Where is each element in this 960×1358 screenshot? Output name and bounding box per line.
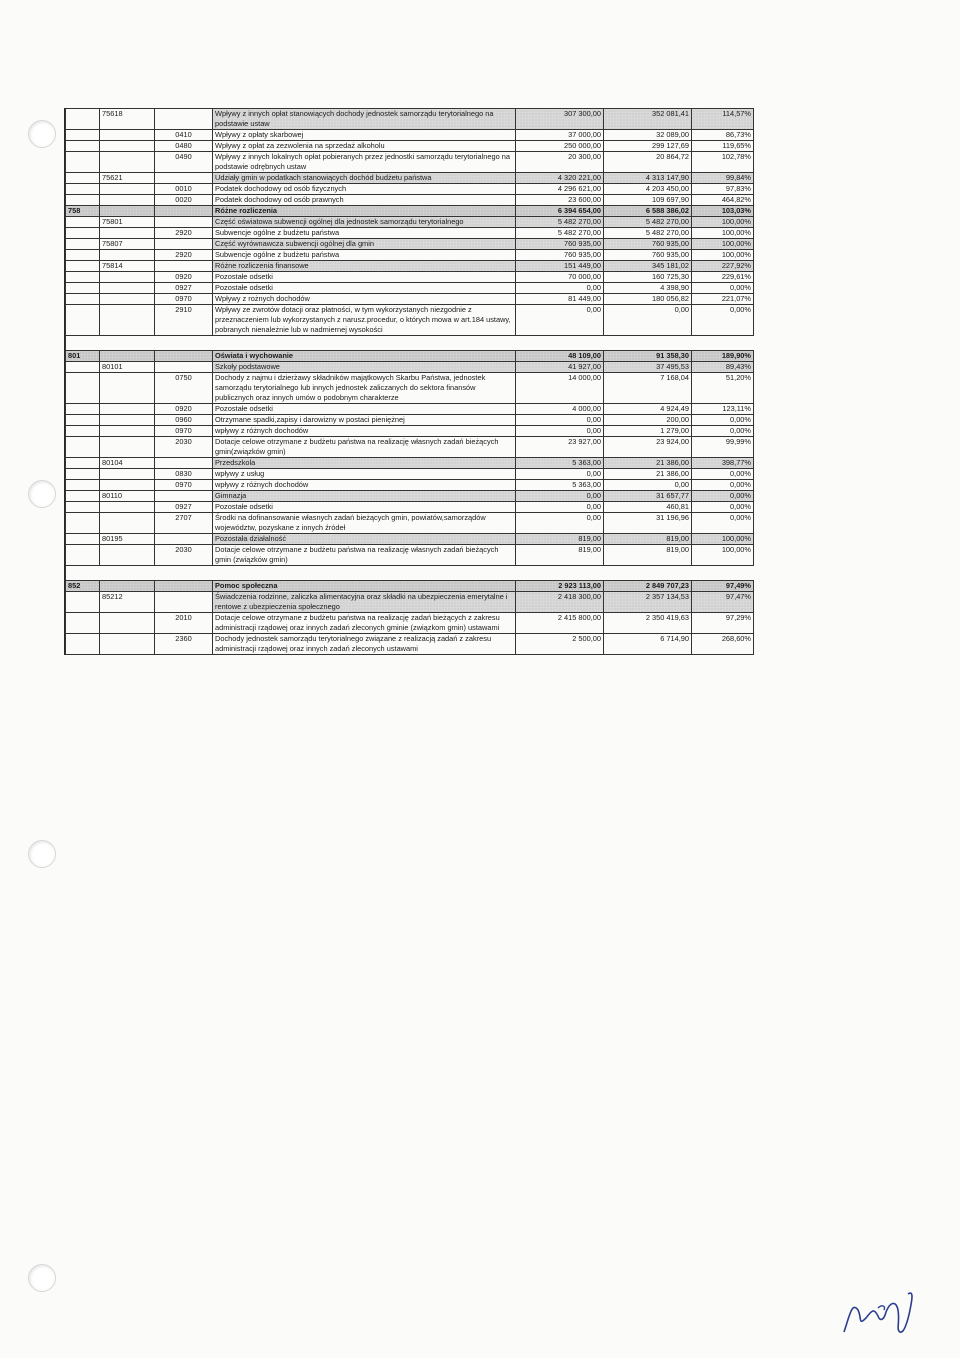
paragraf-cell xyxy=(155,239,213,250)
execution-cell: 31 196,96 xyxy=(604,513,692,534)
percent-cell: 89,43% xyxy=(692,362,754,373)
table-row xyxy=(66,195,754,206)
rozdzial-cell xyxy=(100,294,155,305)
paragraf-cell xyxy=(155,581,213,592)
plan-cell: 0,00 xyxy=(516,491,604,502)
percent-cell: 0,00% xyxy=(692,480,754,491)
table-row xyxy=(66,373,754,404)
dzial-cell xyxy=(66,228,100,239)
rozdzial-cell xyxy=(100,152,155,173)
plan-cell: 819,00 xyxy=(516,534,604,545)
plan-cell: 23 600,00 xyxy=(516,195,604,206)
punch-hole-2 xyxy=(28,480,56,508)
description-cell: Udziały gmin w podatkach stanowiących dochód budżetu państwa xyxy=(213,173,516,184)
paragraf-cell: 0960 xyxy=(155,415,213,426)
dzial-cell xyxy=(66,239,100,250)
paragraf-cell: 2910 xyxy=(155,305,213,336)
description-cell: Pozostałe odsetki xyxy=(213,502,516,513)
rozdzial-cell xyxy=(100,250,155,261)
table-row xyxy=(66,426,754,437)
dzial-cell xyxy=(66,152,100,173)
description-cell: Przedszkola xyxy=(213,458,516,469)
percent-cell: 0,00% xyxy=(692,513,754,534)
rozdzial-cell: 80101 xyxy=(100,362,155,373)
table-row xyxy=(66,152,754,173)
rozdzial-cell xyxy=(100,283,155,294)
description-cell: Różne rozliczenia xyxy=(213,206,516,217)
description-cell: Subwencje ogólne z budżetu państwa xyxy=(213,228,516,239)
description-cell: Dotacje celowe otrzymane z budżetu państwa na realizację własnych zadań bieżących gmin(związków gmin) xyxy=(213,437,516,458)
execution-cell: 4 924,49 xyxy=(604,404,692,415)
table-row xyxy=(66,228,754,239)
description-cell: Dochody z najmu i dzierżawy składników majątkowych Skarbu Państwa, jednostek samorządu terytorialnego lub innych jednostek zaliczanych do sektora finansów publicznych oraz innych umów o podobnym charakterze xyxy=(213,373,516,404)
punch-hole-3 xyxy=(28,840,56,868)
description-cell: Wpływy z opłat za zezwolenia na sprzedaż alkoholu xyxy=(213,141,516,152)
rozdzial-cell xyxy=(100,206,155,217)
plan-cell: 0,00 xyxy=(516,513,604,534)
dzial-cell xyxy=(66,294,100,305)
dzial-cell xyxy=(66,195,100,206)
table-row xyxy=(66,437,754,458)
execution-cell: 20 864,72 xyxy=(604,152,692,173)
paragraf-cell xyxy=(155,592,213,613)
rozdzial-cell xyxy=(100,581,155,592)
rozdzial-cell xyxy=(100,513,155,534)
dzial-cell xyxy=(66,592,100,613)
percent-cell: 268,60% xyxy=(692,634,754,655)
rozdzial-cell xyxy=(100,415,155,426)
table-row xyxy=(66,513,754,534)
rozdzial-cell: 80195 xyxy=(100,534,155,545)
dzial-cell xyxy=(66,415,100,426)
plan-cell: 819,00 xyxy=(516,545,604,566)
table-row xyxy=(66,351,754,362)
description-cell: wpływy z różnych dochodów xyxy=(213,426,516,437)
paragraf-cell: 0830 xyxy=(155,469,213,480)
description-cell: Pomoc społeczna xyxy=(213,581,516,592)
dzial-cell xyxy=(66,109,100,130)
description-cell: Świadczenia rodzinne, zaliczka alimentacyjna oraz składki na ubezpieczenia emerytalne i rentowe z ubezpieczenia społecznego xyxy=(213,592,516,613)
percent-cell: 100,00% xyxy=(692,534,754,545)
dzial-cell xyxy=(66,437,100,458)
rozdzial-cell xyxy=(100,184,155,195)
execution-cell: 352 081,41 xyxy=(604,109,692,130)
dzial-cell xyxy=(66,141,100,152)
rozdzial-cell xyxy=(100,545,155,566)
description-cell: Gimnazja xyxy=(213,491,516,502)
percent-cell: 114,57% xyxy=(692,109,754,130)
paragraf-cell xyxy=(155,491,213,502)
plan-cell: 14 000,00 xyxy=(516,373,604,404)
percent-cell: 189,90% xyxy=(692,351,754,362)
table-row xyxy=(66,581,754,592)
execution-cell: 345 181,02 xyxy=(604,261,692,272)
budget-sheet xyxy=(64,108,753,655)
percent-cell: 100,00% xyxy=(692,250,754,261)
execution-cell: 1 279,00 xyxy=(604,426,692,437)
paragraf-cell: 2920 xyxy=(155,228,213,239)
plan-cell: 2 923 113,00 xyxy=(516,581,604,592)
execution-cell: 109 697,90 xyxy=(604,195,692,206)
percent-cell: 100,00% xyxy=(692,217,754,228)
table-row xyxy=(66,634,754,655)
budget-table xyxy=(65,108,754,655)
percent-cell: 97,83% xyxy=(692,184,754,195)
table-row xyxy=(66,294,754,305)
description-cell: Wpływy z innych lokalnych opłat pobieranych przez jednostki samorządu terytorialnego na podstawie odrębnych ustaw xyxy=(213,152,516,173)
description-cell: Pozostała działalność xyxy=(213,534,516,545)
execution-cell: 23 924,00 xyxy=(604,437,692,458)
execution-cell: 5 482 270,00 xyxy=(604,217,692,228)
plan-cell: 37 000,00 xyxy=(516,130,604,141)
paragraf-cell xyxy=(155,362,213,373)
execution-cell: 32 089,00 xyxy=(604,130,692,141)
table-row xyxy=(66,173,754,184)
execution-cell: 31 657,77 xyxy=(604,491,692,502)
table-row xyxy=(66,415,754,426)
paragraf-cell xyxy=(155,458,213,469)
paragraf-cell: 0920 xyxy=(155,404,213,415)
paragraf-cell xyxy=(155,351,213,362)
description-cell: Wpływy z opłaty skarbowej xyxy=(213,130,516,141)
table-row xyxy=(66,362,754,373)
rozdzial-cell xyxy=(100,305,155,336)
percent-cell: 99,99% xyxy=(692,437,754,458)
paragraf-cell xyxy=(155,109,213,130)
percent-cell: 102,78% xyxy=(692,152,754,173)
percent-cell: 119,65% xyxy=(692,141,754,152)
execution-cell: 2 357 134,53 xyxy=(604,592,692,613)
plan-cell: 5 363,00 xyxy=(516,480,604,491)
execution-cell: 819,00 xyxy=(604,534,692,545)
paragraf-cell: 2920 xyxy=(155,250,213,261)
description-cell: Wpływy z innych opłat stanowiących dochody jednostek samorządu terytorialnego na podstawie ustaw xyxy=(213,109,516,130)
table-row xyxy=(66,206,754,217)
table-row xyxy=(66,250,754,261)
table-row xyxy=(66,272,754,283)
paragraf-cell xyxy=(155,217,213,228)
dzial-cell xyxy=(66,545,100,566)
punch-hole-4 xyxy=(28,1264,56,1292)
dzial-cell xyxy=(66,502,100,513)
plan-cell: 81 449,00 xyxy=(516,294,604,305)
rozdzial-cell xyxy=(100,228,155,239)
plan-cell: 0,00 xyxy=(516,415,604,426)
plan-cell: 0,00 xyxy=(516,502,604,513)
table-row xyxy=(66,534,754,545)
percent-cell: 398,77% xyxy=(692,458,754,469)
execution-cell: 21 386,00 xyxy=(604,458,692,469)
rozdzial-cell xyxy=(100,437,155,458)
percent-cell: 97,49% xyxy=(692,581,754,592)
description-cell: Dotacje celowe otrzymane z budżetu państwa na realizację zadań bieżących z zakresu administracji rządowej oraz innych zadań zleconych gminie (związkom gmin) ustawami xyxy=(213,613,516,634)
dzial-cell xyxy=(66,480,100,491)
percent-cell: 0,00% xyxy=(692,502,754,513)
description-cell: Podatek dochodowy od osób prawnych xyxy=(213,195,516,206)
rozdzial-cell xyxy=(100,426,155,437)
execution-cell: 760 935,00 xyxy=(604,239,692,250)
table-row xyxy=(66,458,754,469)
rozdzial-cell: 80104 xyxy=(100,458,155,469)
rozdzial-cell: 75801 xyxy=(100,217,155,228)
rozdzial-cell xyxy=(100,141,155,152)
plan-cell: 5 363,00 xyxy=(516,458,604,469)
dzial-cell xyxy=(66,173,100,184)
dzial-cell xyxy=(66,469,100,480)
rozdzial-cell xyxy=(100,373,155,404)
rozdzial-cell xyxy=(100,404,155,415)
percent-cell: 464,82% xyxy=(692,195,754,206)
rozdzial-cell xyxy=(100,634,155,655)
plan-cell: 0,00 xyxy=(516,283,604,294)
rozdzial-cell: 75807 xyxy=(100,239,155,250)
execution-cell: 6 714,90 xyxy=(604,634,692,655)
description-cell: Podatek dochodowy od osób fizycznych xyxy=(213,184,516,195)
paragraf-cell: 0970 xyxy=(155,294,213,305)
plan-cell: 2 418 300,00 xyxy=(516,592,604,613)
dzial-cell xyxy=(66,373,100,404)
execution-cell: 460,81 xyxy=(604,502,692,513)
plan-cell: 23 927,00 xyxy=(516,437,604,458)
dzial-cell xyxy=(66,362,100,373)
dzial-cell xyxy=(66,217,100,228)
percent-cell: 100,00% xyxy=(692,545,754,566)
execution-cell: 2 849 707,23 xyxy=(604,581,692,592)
table-row xyxy=(66,480,754,491)
plan-cell: 0,00 xyxy=(516,426,604,437)
signature-mark xyxy=(838,1280,918,1340)
paragraf-cell: 0920 xyxy=(155,272,213,283)
dzial-cell xyxy=(66,305,100,336)
table-row xyxy=(66,261,754,272)
plan-cell: 250 000,00 xyxy=(516,141,604,152)
execution-cell: 819,00 xyxy=(604,545,692,566)
dzial-cell xyxy=(66,261,100,272)
rozdzial-cell: 80110 xyxy=(100,491,155,502)
percent-cell: 0,00% xyxy=(692,469,754,480)
description-cell: Środki na dofinansowanie własnych zadań bieżących gmin, powiatów,samorządów województw, pozyskane z innych źródeł xyxy=(213,513,516,534)
plan-cell: 0,00 xyxy=(516,305,604,336)
execution-cell: 91 358,30 xyxy=(604,351,692,362)
table-row xyxy=(66,109,754,130)
dzial-cell xyxy=(66,491,100,502)
budget-table-body xyxy=(66,109,754,655)
paragraf-cell: 0927 xyxy=(155,502,213,513)
plan-cell: 70 000,00 xyxy=(516,272,604,283)
description-cell: Szkoły podstawowe xyxy=(213,362,516,373)
dzial-cell xyxy=(66,426,100,437)
paragraf-cell: 0750 xyxy=(155,373,213,404)
rozdzial-cell xyxy=(100,613,155,634)
percent-cell: 86,73% xyxy=(692,130,754,141)
description-cell: Oświata i wychowanie xyxy=(213,351,516,362)
rozdzial-cell: 85212 xyxy=(100,592,155,613)
plan-cell: 41 927,00 xyxy=(516,362,604,373)
percent-cell: 227,92% xyxy=(692,261,754,272)
execution-cell: 200,00 xyxy=(604,415,692,426)
plan-cell: 760 935,00 xyxy=(516,239,604,250)
plan-cell: 4 000,00 xyxy=(516,404,604,415)
description-cell: Dochody jednostek samorządu terytorialnego związane z realizacją zadań z zakresu administracji rządowej oraz innych zadań zleconych ustawami xyxy=(213,634,516,655)
plan-cell: 6 394 654,00 xyxy=(516,206,604,217)
paragraf-cell: 2010 xyxy=(155,613,213,634)
table-row xyxy=(66,217,754,228)
percent-cell: 221,07% xyxy=(692,294,754,305)
execution-cell: 21 386,00 xyxy=(604,469,692,480)
plan-cell: 48 109,00 xyxy=(516,351,604,362)
table-row xyxy=(66,592,754,613)
description-cell: Pozostałe odsetki xyxy=(213,404,516,415)
table-row xyxy=(66,469,754,480)
paragraf-cell: 0970 xyxy=(155,426,213,437)
table-row xyxy=(66,613,754,634)
dzial-cell xyxy=(66,272,100,283)
execution-cell: 299 127,69 xyxy=(604,141,692,152)
paragraf-cell xyxy=(155,261,213,272)
rozdzial-cell xyxy=(100,195,155,206)
percent-cell: 100,00% xyxy=(692,239,754,250)
plan-cell: 307 300,00 xyxy=(516,109,604,130)
paragraf-cell: 0020 xyxy=(155,195,213,206)
plan-cell: 20 300,00 xyxy=(516,152,604,173)
execution-cell: 0,00 xyxy=(604,305,692,336)
description-cell: wpływy z różnych dochodów xyxy=(213,480,516,491)
description-cell: Część wyrównawcza subwencji ogólnej dla gmin xyxy=(213,239,516,250)
dzial-cell xyxy=(66,184,100,195)
dzial-cell xyxy=(66,250,100,261)
execution-cell: 160 725,30 xyxy=(604,272,692,283)
percent-cell: 0,00% xyxy=(692,305,754,336)
plan-cell: 2 415 800,00 xyxy=(516,613,604,634)
rozdzial-cell xyxy=(100,469,155,480)
percent-cell: 0,00% xyxy=(692,283,754,294)
paragraf-cell: 2707 xyxy=(155,513,213,534)
table-row xyxy=(66,141,754,152)
table-row xyxy=(66,283,754,294)
paragraf-cell xyxy=(155,173,213,184)
rozdzial-cell xyxy=(100,502,155,513)
plan-cell: 151 449,00 xyxy=(516,261,604,272)
execution-cell: 760 935,00 xyxy=(604,250,692,261)
table-row xyxy=(66,239,754,250)
rozdzial-cell xyxy=(100,130,155,141)
paragraf-cell: 2030 xyxy=(155,545,213,566)
percent-cell: 0,00% xyxy=(692,426,754,437)
execution-cell: 180 056,82 xyxy=(604,294,692,305)
paragraf-cell: 2030 xyxy=(155,437,213,458)
percent-cell: 97,47% xyxy=(692,592,754,613)
execution-cell: 0,00 xyxy=(604,480,692,491)
execution-cell: 2 350 419,63 xyxy=(604,613,692,634)
percent-cell: 100,00% xyxy=(692,228,754,239)
plan-cell: 5 482 270,00 xyxy=(516,217,604,228)
section-gap xyxy=(66,336,754,351)
paragraf-cell: 0927 xyxy=(155,283,213,294)
percent-cell: 0,00% xyxy=(692,491,754,502)
dzial-cell xyxy=(66,513,100,534)
plan-cell: 5 482 270,00 xyxy=(516,228,604,239)
dzial-cell xyxy=(66,130,100,141)
plan-cell: 4 320 221,00 xyxy=(516,173,604,184)
description-cell: Część oświatowa subwencji ogólnej dla jednostek samorządu terytorialnego xyxy=(213,217,516,228)
table-row xyxy=(66,491,754,502)
dzial-cell xyxy=(66,634,100,655)
description-cell: Wpływy ze zwrotów dotacji oraz płatności, w tym wykorzystanych niezgodnie z przeznaczeniem lub wykorzystanych z narusz.procedur, o których mowa w art.184 ustawy, pobranych nienależnie lub w nadmiernej wysokości xyxy=(213,305,516,336)
description-cell: wpływy z usług xyxy=(213,469,516,480)
dzial-cell xyxy=(66,283,100,294)
table-row xyxy=(66,545,754,566)
dzial-cell xyxy=(66,404,100,415)
table-row xyxy=(66,502,754,513)
plan-cell: 0,00 xyxy=(516,469,604,480)
rozdzial-cell xyxy=(100,272,155,283)
rozdzial-cell xyxy=(100,351,155,362)
rozdzial-cell: 75814 xyxy=(100,261,155,272)
dzial-cell: 801 xyxy=(66,351,100,362)
paragraf-cell: 0410 xyxy=(155,130,213,141)
dzial-cell: 852 xyxy=(66,581,100,592)
description-cell: Pozostałe odsetki xyxy=(213,283,516,294)
table-row xyxy=(66,130,754,141)
table-row xyxy=(66,404,754,415)
execution-cell: 6 588 386,02 xyxy=(604,206,692,217)
punch-hole-1 xyxy=(28,120,56,148)
description-cell: Wpływy z rożnych dochodów xyxy=(213,294,516,305)
dzial-cell: 758 xyxy=(66,206,100,217)
execution-cell: 4 203 450,00 xyxy=(604,184,692,195)
percent-cell: 229,61% xyxy=(692,272,754,283)
percent-cell: 123,11% xyxy=(692,404,754,415)
dzial-cell xyxy=(66,534,100,545)
plan-cell: 760 935,00 xyxy=(516,250,604,261)
table-row xyxy=(66,184,754,195)
percent-cell: 97,29% xyxy=(692,613,754,634)
description-cell: Pozostałe odsetki xyxy=(213,272,516,283)
rozdzial-cell: 75621 xyxy=(100,173,155,184)
description-cell: Różne rozliczenia finansowe xyxy=(213,261,516,272)
description-cell: Subwencje ogólne z budżetu państwa xyxy=(213,250,516,261)
paragraf-cell xyxy=(155,206,213,217)
rozdzial-cell xyxy=(100,480,155,491)
percent-cell: 99,84% xyxy=(692,173,754,184)
execution-cell: 37 495,53 xyxy=(604,362,692,373)
plan-cell: 2 500,00 xyxy=(516,634,604,655)
percent-cell: 0,00% xyxy=(692,415,754,426)
dzial-cell xyxy=(66,613,100,634)
percent-cell: 103,03% xyxy=(692,206,754,217)
paragraf-cell xyxy=(155,534,213,545)
percent-cell: 51,20% xyxy=(692,373,754,404)
paragraf-cell: 0480 xyxy=(155,141,213,152)
paragraf-cell: 0490 xyxy=(155,152,213,173)
paragraf-cell: 2360 xyxy=(155,634,213,655)
paragraf-cell: 0010 xyxy=(155,184,213,195)
description-cell: Dotacje celowe otrzymane z budżetu państwa na realizację własnych zadań bieżących gmin (związków gmin) xyxy=(213,545,516,566)
section-gap xyxy=(66,566,754,581)
execution-cell: 4 313 147,90 xyxy=(604,173,692,184)
execution-cell: 4 398,90 xyxy=(604,283,692,294)
execution-cell: 7 168,04 xyxy=(604,373,692,404)
description-cell: Otrzymane spadki,zapisy i darowizny w postaci pieniężnej xyxy=(213,415,516,426)
paragraf-cell: 0970 xyxy=(155,480,213,491)
plan-cell: 4 296 621,00 xyxy=(516,184,604,195)
rozdzial-cell: 75618 xyxy=(100,109,155,130)
execution-cell: 5 482 270,00 xyxy=(604,228,692,239)
table-row xyxy=(66,305,754,336)
dzial-cell xyxy=(66,458,100,469)
